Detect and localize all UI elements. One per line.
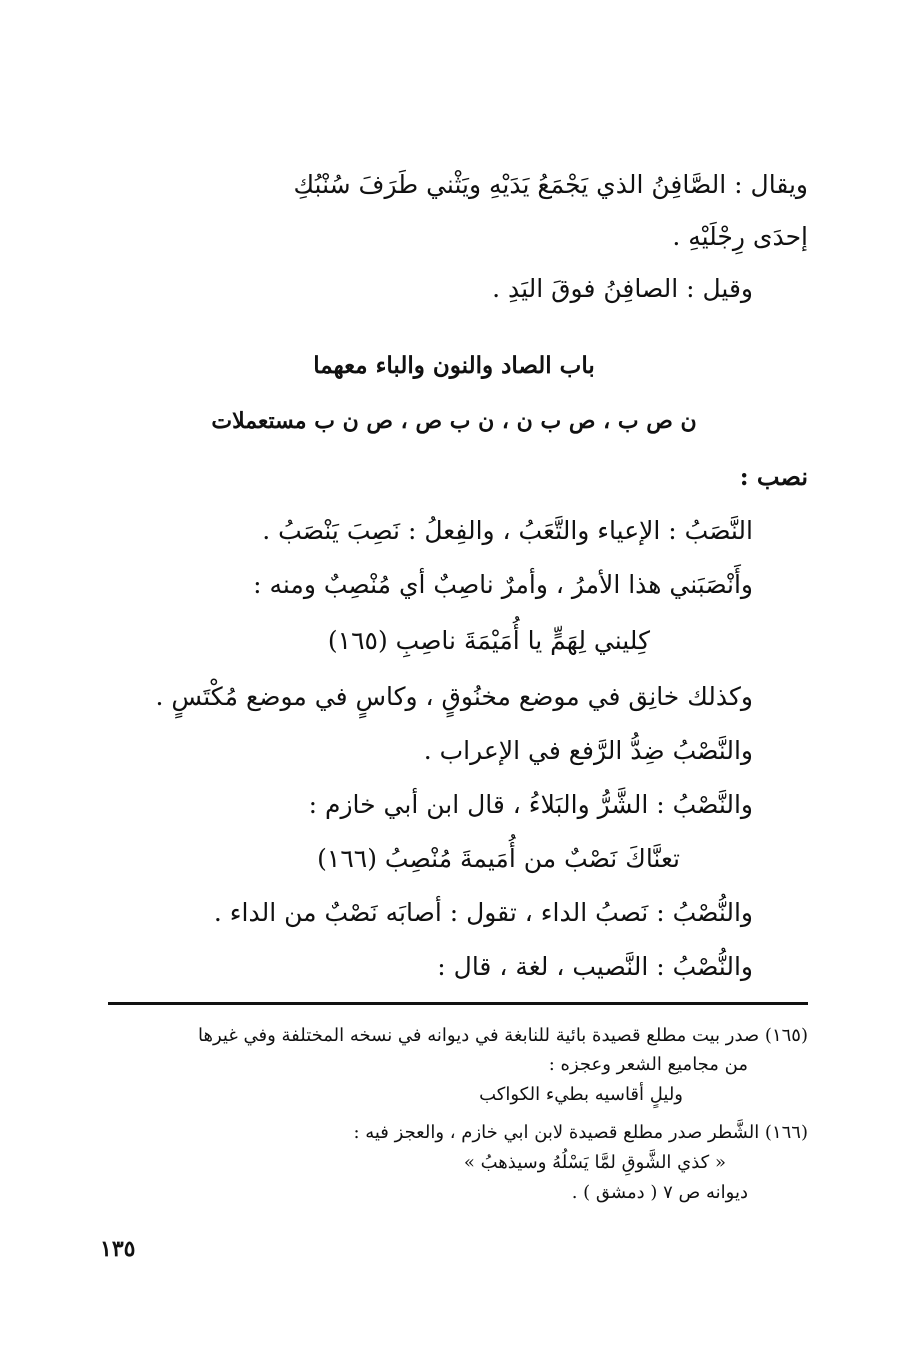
entry-line-6: والنُّصْبُ : نَصبُ الداء ، تقول : أصابَه نَصْبٌ من الداء . bbox=[213, 898, 753, 927]
section-title: باب الصاد والنون والباء معهما bbox=[313, 352, 595, 379]
body-line-3: وقيل : الصافِنُ فوقَ اليَدِ . bbox=[492, 274, 753, 303]
verse-166: تعنَّاكَ نَصْبٌ من أُمَيمةَ مُنْصِبُ (١٦٦) bbox=[317, 844, 680, 873]
body-line-1: ويقال : الصَّافِنُ الذي يَجْمَعُ يَدَيْهِ ويَثْني طَرَفَ سُنْبُكِ bbox=[293, 170, 808, 199]
entry-line-1: النَّصَبُ : الإعياء والتَّعَبُ ، والفِعلُ : نَصِبَ يَنْصَبُ . bbox=[262, 516, 753, 545]
footnote-divider bbox=[108, 1002, 808, 1005]
body-line-2: إحدَى رِجْلَيْهِ . bbox=[672, 222, 808, 251]
page-number: ١٣٥ bbox=[100, 1236, 136, 1262]
entry-line-7: والنُّصْبُ : النَّصيب ، لغة ، قال : bbox=[437, 952, 753, 981]
entry-line-2: وأَنْصَبَني هذا الأمرُ ، وأمرٌ ناصِبٌ أي مُنْصِبٌ ومنه : bbox=[253, 570, 753, 599]
footnote-165-verse: وليلٍ أقاسيه بطيء الكواكب bbox=[479, 1084, 683, 1105]
entry-line-4: والنَّصْبُ ضِدُّ الرَّفع في الإعراب . bbox=[423, 736, 753, 765]
footnote-166-line-1: (١٦٦) الشَّطر صدر مطلع قصيدة لابن ابي خازم ، والعجز فيه : bbox=[353, 1122, 808, 1143]
verse-165: كِليني لِهَمٍّ يا أُمَيْمَةَ ناصِبِ (١٦٥) bbox=[327, 626, 650, 655]
entry-line-5: والنَّصْبُ : الشَّرُّ والبَلاءُ ، قال ابن أبي خازم : bbox=[308, 790, 753, 819]
footnote-166-source: ديوانه ص ٧ ( دمشق ) . bbox=[571, 1182, 748, 1203]
section-subtitle: ن ص ب ، ص ب ن ، ن ب ص ، ص ن ب مستعملات bbox=[211, 408, 697, 434]
footnote-166-verse: « كذي الشَّوقِ لمَّا يَسْلُهُ وسيذهبُ » bbox=[463, 1152, 726, 1173]
entry-term: نصب : bbox=[739, 462, 808, 491]
footnote-165-line-2: من مجاميع الشعر وعجزه : bbox=[548, 1054, 748, 1075]
entry-line-3: وكذلك خانِق في موضع مخنُوقٍ ، وكاسٍ في موضع مُكْتَسٍ . bbox=[155, 682, 753, 711]
footnote-165-line-1: (١٦٥) صدر بيت مطلع قصيدة بائية للنابغة في ديوانه في نسخه المختلفة وفي غيرها bbox=[198, 1025, 808, 1046]
